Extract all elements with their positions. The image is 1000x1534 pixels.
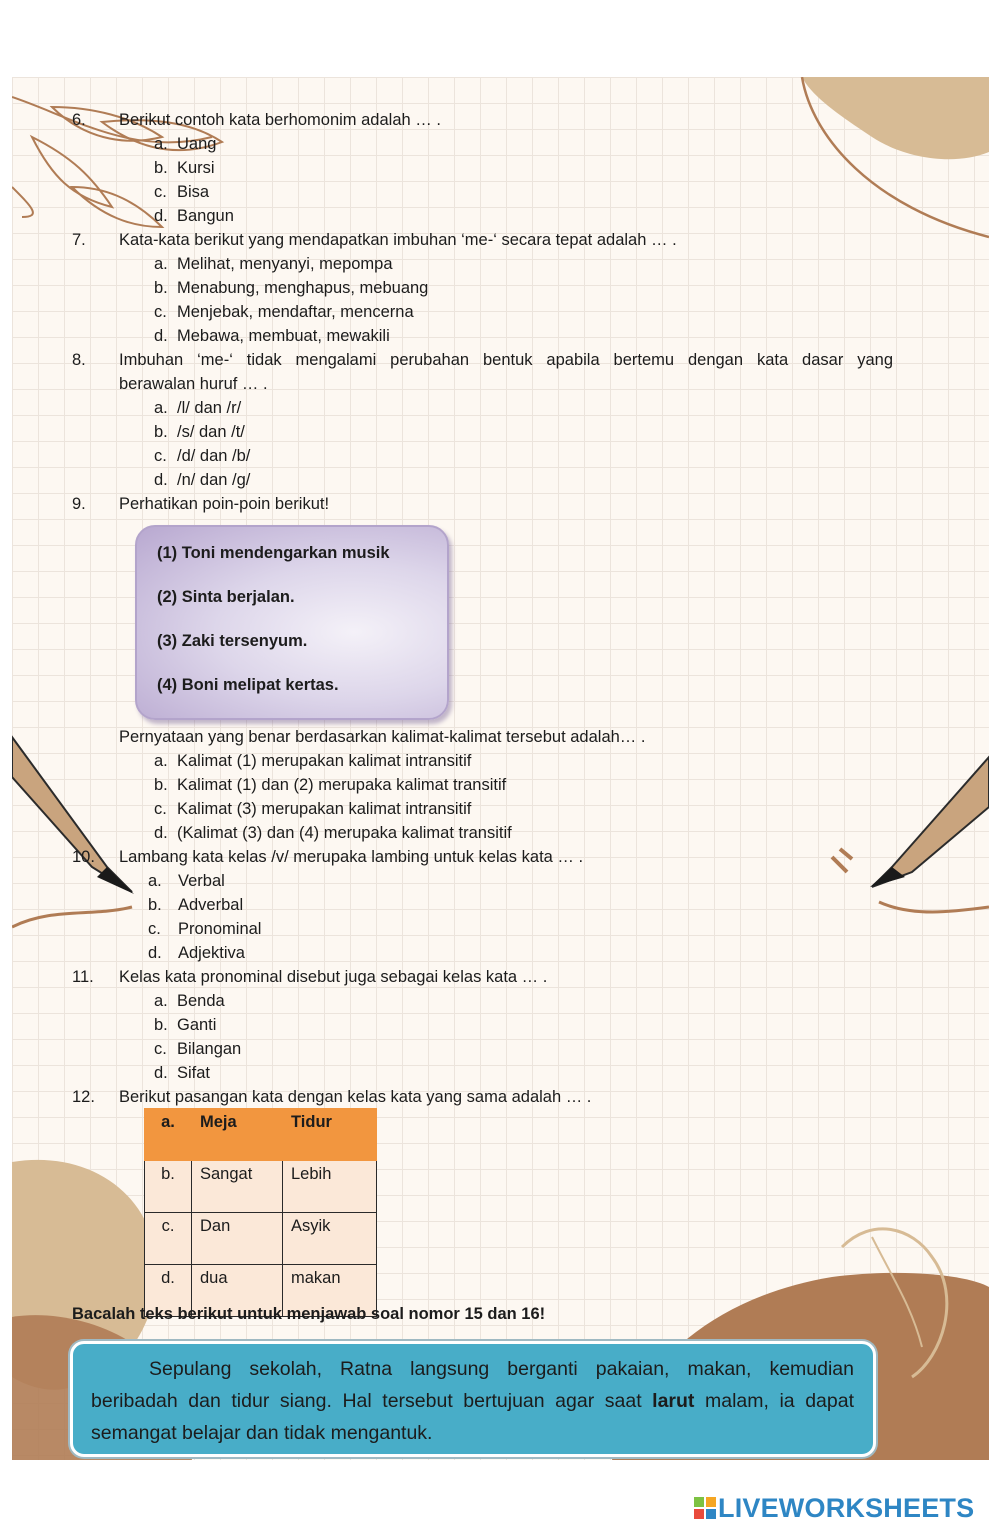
table-cell-letter: c. <box>145 1213 192 1265</box>
question-number: 6. <box>72 111 86 129</box>
option-text: Bangun <box>177 207 234 225</box>
option-letter: d. <box>154 1064 168 1082</box>
table-cell-word1: Sangat <box>192 1161 283 1213</box>
table-cell-word2: Asyik <box>283 1213 377 1265</box>
point-item: (2) Sinta berjalan. <box>157 588 295 606</box>
option-letter: b. <box>154 423 168 441</box>
table-cell-letter: a. <box>145 1109 192 1161</box>
table-cell-word2: makan <box>283 1265 377 1317</box>
table-cell-word2: Lebih <box>283 1161 377 1213</box>
table-cell-word1: Dan <box>192 1213 283 1265</box>
point-item: (3) Zaki tersenyum. <box>157 632 308 650</box>
option-letter: a. <box>154 255 168 273</box>
table-cell-letter: b. <box>145 1161 192 1213</box>
option-letter: a. <box>154 752 168 770</box>
option-text: Benda <box>177 992 225 1010</box>
option-letter: a. <box>154 399 168 417</box>
point-item: (4) Boni melipat kertas. <box>157 676 339 694</box>
option-text: Mebawa, membuat, mewakili <box>177 327 390 345</box>
question-text: Berikut pasangan kata dengan kelas kata yang sama adalah … . <box>119 1088 592 1106</box>
option-letter: b. <box>148 896 162 914</box>
option-text: Melihat, menyanyi, mepompa <box>177 255 393 273</box>
table-cell-letter: d. <box>145 1265 192 1317</box>
reading-text-box <box>70 1341 876 1457</box>
option-letter: d. <box>154 207 168 225</box>
point-item: (1) Toni mendengarkan musik <box>157 544 390 562</box>
option-letter: c. <box>154 447 167 465</box>
liveworksheets-logo-icon <box>694 1497 716 1519</box>
reading-line-2-end: malam, ia dapat <box>694 1390 855 1412</box>
option-letter: b. <box>154 1016 168 1034</box>
table-cell-word2: Tidur <box>283 1109 377 1161</box>
liveworksheets-logo-text: LIVEWORKSHEETS <box>718 1493 975 1523</box>
option-text: /l/ dan /r/ <box>177 399 242 417</box>
option-text: Verbal <box>178 872 225 890</box>
option-text: /s/ dan /t/ <box>177 423 245 441</box>
option-text: Menjebak, mendaftar, mencerna <box>177 303 414 321</box>
statement-text: Pernyataan yang benar berdasarkan kalimat-kalimat tersebut adalah… . <box>119 728 646 746</box>
option-letter: a. <box>148 872 162 890</box>
option-letter: d. <box>148 944 162 962</box>
reading-line-2 <box>91 1385 854 1417</box>
option-text: /d/ dan /b/ <box>177 447 251 465</box>
left-pencil-decor <box>12 737 134 927</box>
question-number: 7. <box>72 231 86 249</box>
option-text: Sifat <box>177 1064 211 1082</box>
option-text: Kalimat (1) merupakan kalimat intransitif <box>177 752 472 770</box>
option-letter: b. <box>154 159 168 177</box>
table-row[interactable] <box>145 1161 377 1213</box>
option-letter: d. <box>154 327 168 345</box>
option-letter: a. <box>154 135 168 153</box>
question-text-line1: Imbuhan ‘me-‘ tidak mengalami perubahan bentuk apabila bertemu dengan kata dasar yang <box>119 351 893 369</box>
option-letter: b. <box>154 776 168 794</box>
table-cell-word1: dua <box>192 1265 283 1317</box>
option-letter: c. <box>154 183 167 201</box>
option-letter: d. <box>154 471 168 489</box>
option-letter: c. <box>148 920 161 938</box>
question-number: 9. <box>72 495 86 513</box>
option-text: Bisa <box>177 183 210 201</box>
question-number: 11. <box>72 968 94 986</box>
reading-instruction: Bacalah teks berikut untuk menjawab soal nomor 15 dan 16! <box>72 1305 546 1323</box>
reading-bold-word: larut <box>652 1390 695 1412</box>
question-number: 12. <box>72 1088 95 1106</box>
question-text: Kata-kata berikut yang mendapatkan imbuhan ‘me-‘ secara tepat adalah … . <box>119 231 677 249</box>
option-text: Adjektiva <box>178 944 245 962</box>
question-number: 10. <box>72 848 95 866</box>
table-row[interactable] <box>145 1109 377 1161</box>
option-text: Kursi <box>177 159 215 177</box>
word-class-table <box>144 1108 377 1317</box>
option-text: Pronominal <box>178 920 262 938</box>
option-text: Bilangan <box>177 1040 242 1058</box>
reading-line-2-start: beribadah dan tidur siang. Hal tersebut bertujuan agar saat <box>91 1390 653 1412</box>
question-text: Perhatikan poin-poin berikut! <box>119 495 330 513</box>
question-text: Lambang kata kelas /v/ merupaka lambing untuk kelas kata … . <box>119 848 584 866</box>
table-cell-word1: Meja <box>192 1109 283 1161</box>
option-letter: b. <box>154 279 168 297</box>
option-text: /n/ dan /g/ <box>177 471 251 489</box>
option-text: (Kalimat (3) dan (4) merupaka kalimat transitif <box>177 824 512 842</box>
top-right-blob-shape <box>802 77 989 159</box>
reading-line-1: Sepulang sekolah, Ratna langsung berganti pakaian, makan, kemudian <box>149 1358 854 1380</box>
option-letter: d. <box>154 824 168 842</box>
question-text-line2: berawalan huruf … . <box>119 375 268 393</box>
option-text: Adverbal <box>178 896 244 914</box>
option-text: Ganti <box>177 1016 217 1034</box>
option-text: Uang <box>177 135 217 153</box>
right-pencil-decor <box>832 757 989 912</box>
option-text: Kalimat (3) merupakan kalimat intransitif <box>177 800 472 818</box>
option-letter: a. <box>154 992 168 1010</box>
liveworksheets-logo[interactable] <box>694 1493 974 1524</box>
question-number: 8. <box>72 351 86 369</box>
question-text: Berikut contoh kata berhomonim adalah … . <box>119 111 441 129</box>
option-letter: c. <box>154 303 167 321</box>
option-text: Kalimat (1) dan (2) merupaka kalimat transitif <box>177 776 507 794</box>
option-letter: c. <box>154 1040 167 1058</box>
table-row[interactable] <box>145 1213 377 1265</box>
question-text: Kelas kata pronominal disebut juga sebagai kelas kata … . <box>119 968 548 986</box>
option-letter: c. <box>154 800 167 818</box>
reading-line-3: semangat belajar dan tidak mengantuk. <box>91 1422 433 1444</box>
option-text: Menabung, menghapus, mebuang <box>177 279 429 297</box>
